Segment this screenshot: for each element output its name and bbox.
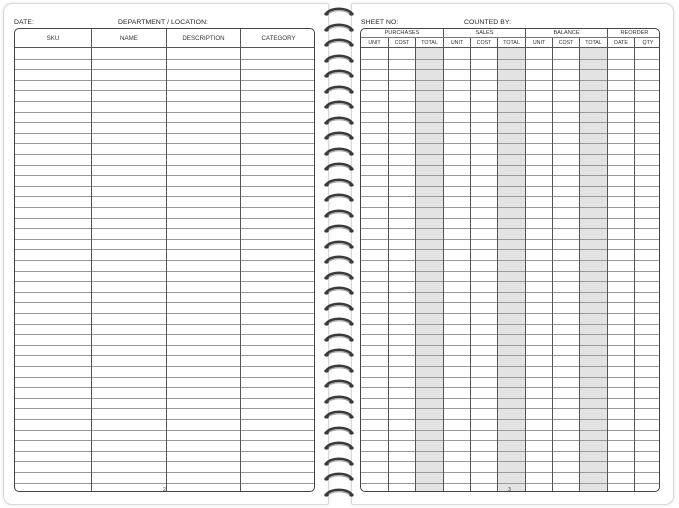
column-rule — [579, 48, 580, 491]
column-rule — [470, 48, 471, 491]
group-header-purchases: PURCHASES — [384, 30, 420, 36]
ruled-line — [15, 165, 314, 166]
spiral-coil-icon — [322, 440, 356, 451]
spiral-coil-icon — [322, 285, 356, 296]
ruled-line — [15, 313, 314, 314]
spiral-coil-icon — [322, 99, 356, 110]
reorder-qty-header: QTY — [634, 38, 660, 48]
left-page — [3, 3, 329, 505]
ruled-line — [15, 461, 314, 462]
column-rule — [525, 48, 526, 491]
purchases-total-header: TOTAL — [415, 38, 443, 48]
spiral-coil-icon — [322, 177, 356, 188]
ruled-line — [15, 387, 314, 388]
ruled-line — [15, 345, 314, 346]
ruled-line — [361, 271, 659, 272]
spiral-coil-icon — [322, 37, 356, 48]
column-rule — [91, 48, 92, 491]
sheet-number-label: SHEET NO: — [361, 19, 399, 26]
group-header-sales: SALES — [443, 29, 525, 38]
ruled-line — [15, 196, 314, 197]
ruled-line — [361, 483, 659, 484]
ruled-line — [361, 228, 659, 229]
ruled-line — [15, 218, 314, 219]
table-body-right — [361, 48, 659, 491]
counted-by-label: COUNTED BY: — [464, 19, 512, 26]
spiral-coil-icon — [322, 223, 356, 234]
ruled-line — [361, 260, 659, 261]
sales-unit-header: UNIT — [443, 38, 470, 48]
ruled-line — [361, 80, 659, 81]
ruled-line — [361, 345, 659, 346]
column-rule — [166, 48, 167, 491]
inventory-item-table — [14, 28, 315, 492]
ruled-line — [15, 207, 314, 208]
sales-cost-header: COST — [470, 38, 497, 48]
column-rule — [607, 48, 608, 491]
ruled-line — [361, 292, 659, 293]
ruled-line — [361, 430, 659, 431]
spiral-coil-icon — [322, 68, 356, 79]
spiral-coil-icon — [322, 239, 356, 250]
spiral-coil-icon — [322, 332, 356, 343]
column-rule — [415, 48, 416, 491]
ruled-line — [15, 249, 314, 250]
column-header-description: DESCRIPTION — [166, 29, 240, 48]
ruled-line — [15, 451, 314, 452]
total-column-shade — [415, 48, 443, 491]
spiral-coil-icon — [322, 378, 356, 389]
ruled-line — [361, 419, 659, 420]
ruled-line — [15, 281, 314, 282]
ruled-line — [15, 334, 314, 335]
ruled-line — [361, 143, 659, 144]
ruled-line — [15, 419, 314, 420]
spiral-coil-icon — [322, 425, 356, 436]
spiral-coil-icon — [322, 161, 356, 172]
ruled-line — [361, 451, 659, 452]
ruled-line — [361, 324, 659, 325]
balance-total-header: TOTAL — [579, 38, 607, 48]
inventory-value-table — [360, 28, 660, 492]
ruled-line — [361, 398, 659, 399]
ruled-line — [361, 154, 659, 155]
column-rule — [634, 48, 635, 491]
ruled-line — [15, 239, 314, 240]
spiral-coil-icon — [322, 394, 356, 405]
ruled-line — [15, 408, 314, 409]
ruled-line — [15, 175, 314, 176]
ruled-line — [15, 271, 314, 272]
ruled-line — [15, 472, 314, 473]
column-header-name: NAME — [91, 29, 166, 48]
spiral-coil-icon — [322, 471, 356, 482]
table-body-left — [15, 48, 314, 491]
ruled-line — [361, 218, 659, 219]
ruled-line — [15, 59, 314, 60]
purchases-cost-header: COST — [388, 38, 415, 48]
column-header-category: CATEGORY — [240, 29, 315, 48]
spiral-coil-icon — [322, 208, 356, 219]
ruled-line — [15, 90, 314, 91]
spiral-coil-icon — [322, 146, 356, 157]
spiral-coil-icon — [322, 115, 356, 126]
ruled-line — [361, 302, 659, 303]
ruled-line — [361, 175, 659, 176]
ruled-line — [361, 90, 659, 91]
ruled-line — [361, 112, 659, 113]
ruled-line — [15, 366, 314, 367]
ruled-line — [15, 398, 314, 399]
column-rule — [388, 48, 389, 491]
spiral-coil-icon — [322, 487, 356, 498]
spiral-coil-icon — [322, 192, 356, 203]
ruled-line — [15, 260, 314, 261]
ruled-line — [15, 186, 314, 187]
ruled-line — [15, 355, 314, 356]
spiral-coil-icon — [322, 130, 356, 141]
right-page — [351, 3, 674, 505]
ruled-line — [15, 228, 314, 229]
ruled-line — [15, 430, 314, 431]
group-header-balance: BALANCE — [525, 29, 607, 38]
ruled-line — [361, 472, 659, 473]
ruled-line — [361, 239, 659, 240]
purchases-unit-header: UNIT — [368, 40, 381, 46]
reorder-date-header: DATE — [607, 38, 634, 48]
column-rule — [497, 48, 498, 491]
ruled-line — [15, 324, 314, 325]
spiral-coil-icon — [322, 84, 356, 95]
ruled-line — [15, 483, 314, 484]
column-rule — [240, 48, 241, 491]
spiral-coil-icon — [322, 409, 356, 420]
column-rule — [552, 48, 553, 491]
ruled-line — [361, 355, 659, 356]
ruled-line — [15, 122, 314, 123]
date-label: DATE: — [14, 19, 35, 26]
ruled-line — [15, 377, 314, 378]
spiral-coil-icon — [322, 316, 356, 327]
spiral-coil-icon — [322, 53, 356, 64]
page-number: 2 — [163, 487, 166, 493]
ruled-line — [361, 249, 659, 250]
spiral-coil-icon — [322, 456, 356, 467]
ruled-line — [361, 101, 659, 102]
ruled-line — [361, 387, 659, 388]
ruled-line — [361, 366, 659, 367]
spiral-coil-icon — [322, 22, 356, 33]
balance-cost-header: COST — [552, 38, 579, 48]
ruled-line — [15, 440, 314, 441]
spiral-coil-icon — [322, 6, 356, 17]
ruled-line — [15, 143, 314, 144]
spiral-coil-icon — [322, 363, 356, 374]
total-column-shade — [497, 48, 525, 491]
ruled-line — [361, 59, 659, 60]
ruled-line — [15, 292, 314, 293]
ruled-line — [15, 80, 314, 81]
ruled-line — [15, 101, 314, 102]
ruled-line — [361, 133, 659, 134]
total-column-shade — [579, 48, 607, 491]
column-rule — [443, 48, 444, 491]
spiral-coil-icon — [322, 347, 356, 358]
ruled-line — [361, 313, 659, 314]
ruled-line — [15, 112, 314, 113]
ruled-line — [15, 69, 314, 70]
sales-total-header: TOTAL — [497, 38, 525, 48]
ruled-line — [361, 186, 659, 187]
spiral-coil-icon — [322, 254, 356, 265]
group-header-reorder: REORDER — [607, 29, 660, 38]
ruled-line — [361, 281, 659, 282]
ruled-line — [361, 461, 659, 462]
ruled-line — [361, 408, 659, 409]
ruled-line — [361, 196, 659, 197]
page-number: 3 — [508, 487, 511, 493]
spiral-binding — [322, 0, 356, 508]
ruled-line — [15, 133, 314, 134]
balance-unit-header: UNIT — [525, 38, 552, 48]
ruled-line — [15, 154, 314, 155]
spiral-coil-icon — [322, 270, 356, 281]
ruled-line — [361, 69, 659, 70]
ruled-line — [361, 207, 659, 208]
ruled-line — [361, 122, 659, 123]
ruled-line — [15, 302, 314, 303]
ruled-line — [361, 334, 659, 335]
spiral-coil-icon — [322, 301, 356, 312]
column-header-sku: SKU — [46, 35, 60, 42]
ruled-line — [361, 377, 659, 378]
ruled-line — [361, 165, 659, 166]
department-location-label: DEPARTMENT / LOCATION: — [118, 19, 209, 26]
ruled-line — [361, 440, 659, 441]
